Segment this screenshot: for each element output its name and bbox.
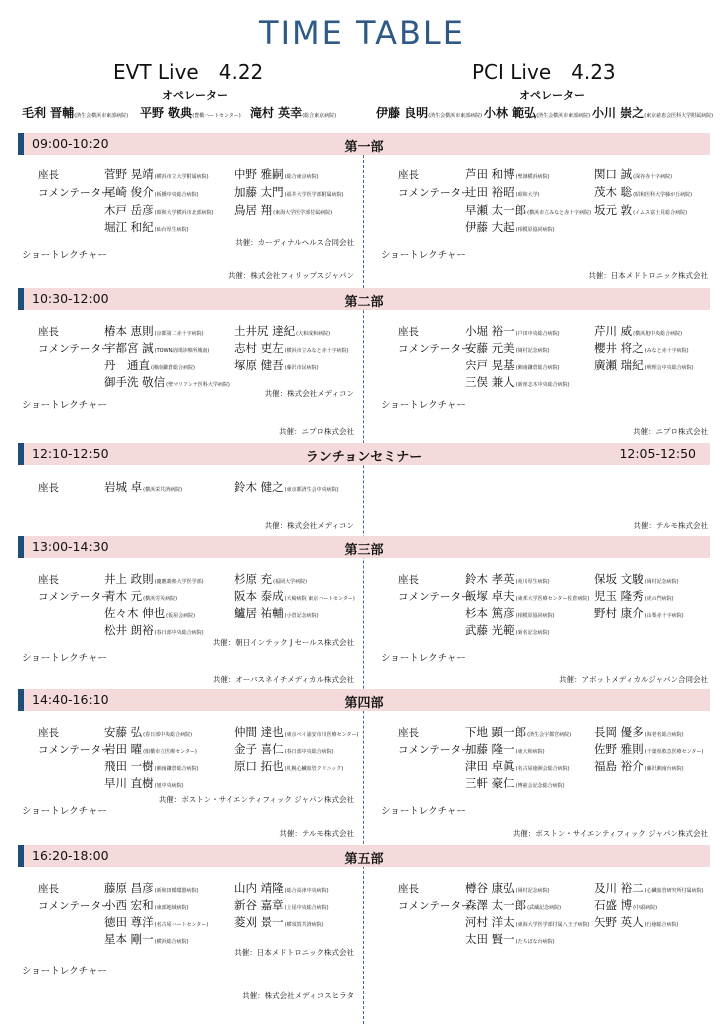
person: 新谷 嘉章(上尾中央総合病院) [234, 898, 329, 912]
person: 下地 顕一郎(済生会宇都宮病院) [465, 725, 572, 739]
sponsor: 共催：ニプロ株式会社 [633, 427, 708, 436]
person: 堀江 和紀(仙台厚生病院) [104, 220, 189, 234]
person: 廣瀬 瑞紀(明理会中央総合病院) [594, 358, 694, 372]
person: 飛田 一樹(湘南鎌倉総合病院) [104, 759, 199, 773]
person: 石盛 博(中頭病院) [594, 898, 658, 912]
evt-operator-3: 滝村 英幸(総合東京病院) [250, 106, 337, 120]
person: 井上 政則(慶應義塾大学医学部) [104, 572, 204, 586]
chair-label: 座長 [38, 169, 59, 181]
person: 野村 康介(山梨赤十字病院) [594, 606, 684, 620]
person: 櫻井 将之(みなと赤十字病院) [594, 341, 689, 355]
person: 長岡 優多(海老名総合病院) [594, 725, 684, 739]
short-lecture-label: ショートレクチャー [381, 806, 466, 817]
commentator-label: コメンテーター [398, 900, 472, 912]
session-time: 13:00-14:30 [32, 539, 109, 554]
person: 藤原 昌彦(新和田循環器病院) [104, 881, 199, 895]
person: 鈴木 孝英(苑川厚生病院) [465, 572, 550, 586]
person: 小堀 裕一(戸田中央総合病院) [465, 324, 560, 338]
session-time: 14:40-16:10 [32, 692, 109, 707]
evt-operator-2: 平野 敬典(豊橋ハートセンター) [140, 106, 241, 120]
person: 志村 吏左(横浜市立みなと赤十字病院) [234, 341, 349, 355]
sponsor: 共催：アボットメディカルジャパン合同会社 [559, 675, 708, 684]
luncheon-header [18, 443, 710, 465]
person: 早瀬 太一郎(横浜市立みなと赤十字病院) [465, 203, 592, 217]
sponsor: 共催：オーバスネイチメディカル株式会社 [212, 675, 354, 684]
chair-label: 座長 [398, 169, 419, 181]
session-name: 第三部 [344, 543, 384, 558]
session-3-header [18, 536, 710, 558]
person: 安藤 元美(岡村記念病院) [465, 341, 550, 355]
person: 森澤 太一郎(武蔵記念病院) [465, 898, 562, 912]
person: 中野 雅嗣(総合東京病院) [234, 167, 319, 181]
session-name: 第五部 [344, 852, 384, 867]
person: 鳥居 翔(東海大学医学部付属病院) [234, 203, 333, 217]
person: 辻田 裕昭(昭和大学) [465, 185, 540, 199]
sponsor: 共催：ニプロ株式会社 [279, 427, 354, 436]
commentator-label: コメンテーター [38, 343, 112, 355]
cosponsor: 共催：カーディナルヘルス合同会社 [235, 238, 354, 247]
person: 山内 靖隆(総合高津中央病院) [234, 881, 329, 895]
sponsor: 共催：株式会社フィリップスジャパン [227, 271, 354, 280]
chair-label: 座長 [38, 482, 59, 494]
person: 加藤 隆一(東大和病院) [465, 742, 545, 756]
person: 木戸 岳彦(昭和大学横浜市北部病院) [104, 203, 214, 217]
commentator-label: コメンテーター [398, 744, 472, 756]
pci-operator-1: 伊藤 良明(済生会横浜市東部病院) [376, 106, 483, 120]
person: 太田 賢一(たちばな台病院) [465, 932, 555, 946]
person: 星本 剛一(横浜総合病院) [104, 932, 189, 946]
person: 佐野 雅則(千葉県救急医療センター) [594, 742, 704, 756]
person: 土井尻 達紀(大和成和病院) [234, 324, 331, 338]
person: 樽谷 康弘(岡村記念病院) [465, 881, 550, 895]
person: 福島 裕介(藤沢湘南台病院) [594, 759, 684, 773]
pci-operator-label: オペレーター [519, 89, 585, 102]
chair-label: 座長 [38, 326, 59, 338]
person: 椿本 恵則(京都第二赤十字病院) [104, 324, 204, 338]
person: 鱸居 祐輔(小倉記念病院) [234, 606, 319, 620]
cosponsor: 共催：ボストン・サイエンティフィック ジャパン株式会社 [158, 795, 354, 804]
person: 岩田 曜(船橋市立医療センター) [104, 742, 197, 756]
person: 尾崎 俊介(板橋中央総合病院) [104, 185, 199, 199]
person: 保坂 文駿(岡村記念病院) [594, 572, 679, 586]
session-time: 16:20-18:00 [32, 848, 109, 863]
chair-label: 座長 [398, 574, 419, 586]
short-lecture-label: ショートレクチャー [22, 806, 107, 817]
commentator-label: コメンテーター [38, 744, 112, 756]
chair-label: 座長 [38, 883, 59, 895]
person: 矢野 英人(行徳総合病院) [594, 915, 679, 929]
person: 武藤 光範(菊名記念病院) [465, 623, 550, 637]
chair-label: 座長 [38, 727, 59, 739]
pci-live-heading: PCI Live 4.23 [472, 60, 616, 84]
person: 加藤 太門(福井大学医学部附属病院) [234, 185, 344, 199]
sponsor: 共催：テルモ株式会社 [279, 829, 354, 838]
person: 及川 裕二(心臓血管研究所付属病院) [594, 881, 704, 895]
commentator-label: コメンテーター [398, 591, 472, 603]
short-lecture-label: ショートレクチャー [22, 400, 107, 411]
person: 阪本 泰成(大崎病院 東京ハートセンター) [234, 589, 355, 603]
person: 菅野 晃靖(横浜市立大学附属病院) [104, 167, 209, 181]
session-name: 第一部 [344, 140, 384, 155]
sponsor: 共催：テルモ株式会社 [633, 521, 708, 530]
commentator-label: コメンテーター [38, 900, 112, 912]
person: 児玉 隆秀(虎の門病院) [594, 589, 674, 603]
person: 芹川 威(横浜旭中央総合病院) [594, 324, 683, 338]
person: 杉原 充(福岡大学病院) [234, 572, 308, 586]
evt-operator-1: 毛利 晋輔(済生会横浜市東部病院) [22, 106, 129, 120]
sponsor: 共催：ボストン・サイエンティフィック ジャパン株式会社 [512, 829, 708, 838]
cosponsor: 共催：株式会社メディコン [264, 389, 354, 398]
short-lecture-label: ショートレクチャー [22, 653, 107, 664]
evt-operator-label: オペレーター [162, 89, 228, 102]
commentator-label: コメンテーター [38, 591, 112, 603]
commentator-label: コメンテーター [398, 187, 472, 199]
session-time: 09:00-10:20 [32, 136, 109, 151]
person: 鈴木 健之(東京都済生会中央病院) [234, 480, 339, 494]
chair-label: 座長 [398, 727, 419, 739]
person: 関口 誠(深谷赤十字病院) [594, 167, 673, 181]
session-time: 10:30-12:00 [32, 291, 109, 306]
session-1-header [18, 133, 710, 155]
person: 津田 卓眞(名古屋徳洲会総合病院) [465, 759, 570, 773]
person: 伊藤 大起(相模原協同病院) [465, 220, 555, 234]
person: 小西 宏和(東部地域病院) [104, 898, 189, 912]
person: 安藤 弘(春日部中央総合病院) [104, 725, 193, 739]
session-name: ランチョンセミナー [305, 450, 423, 465]
person: 杉本 篤彦(相模原協同病院) [465, 606, 555, 620]
pci-operator-2: 小林 範弘(済生会横浜市東部病院) [484, 106, 591, 120]
person: 三軒 豪仁(博慈会記念総合病院) [465, 776, 565, 790]
person: 芦田 和博(聖隷横浜病院) [465, 167, 550, 181]
short-lecture-label: ショートレクチャー [22, 966, 107, 977]
person: 仲間 達也(東京ベイ浦安市川医療センター) [234, 725, 359, 739]
person: 岩城 卓(横浜栄共済病院) [104, 480, 183, 494]
person: 青木 元(横浜労災病院) [104, 589, 178, 603]
person: 飯塚 卓夫(東邦大学医療センター佐倉病院) [465, 589, 590, 603]
cosponsor: 共催：朝日インテック J セールス株式会社 [212, 638, 354, 647]
session-time-right: 12:05-12:50 [619, 446, 696, 461]
column-divider [363, 140, 364, 1024]
person: 宇都宮 誠(TOWN訪問診療所城南) [104, 341, 210, 355]
person: 原口 拓也(札幌心臓血管クリニック) [234, 759, 344, 773]
chair-label: 座長 [398, 883, 419, 895]
short-lecture-label: ショートレクチャー [381, 250, 466, 261]
session-5-header [18, 845, 710, 867]
person: 三俣 兼人(新座志木中央総合病院) [465, 375, 570, 389]
session-name: 第四部 [344, 696, 384, 711]
commentator-label: コメンテーター [398, 343, 472, 355]
person: 坂元 敦(イムス富士見総合病院) [594, 203, 688, 217]
short-lecture-label: ショートレクチャー [381, 653, 466, 664]
person: 菱刈 景一(横須賀共済病院) [234, 915, 324, 929]
person: 茂木 聡(昭和医科大学藤が丘病院) [594, 185, 693, 199]
commentator-label: コメンテーター [38, 187, 112, 199]
sponsor: 共催：日本メドトロニック株式会社 [588, 271, 708, 280]
evt-live-heading: EVT Live 4.22 [113, 60, 264, 84]
session-name: 第二部 [344, 295, 384, 310]
person: 宍戸 晃基(湘南鎌倉総合病院) [465, 358, 560, 372]
session-4-header [18, 689, 710, 711]
person: 佐々木 伸也(仮屋会病院) [104, 606, 196, 620]
chair-label: 座長 [38, 574, 59, 586]
session-2-header [18, 288, 710, 310]
chair-label: 座長 [398, 326, 419, 338]
person: 御手洗 敬信(聖マリアンナ医科大学病院) [104, 375, 230, 389]
cosponsor: 共催：日本メドトロニック株式会社 [234, 948, 354, 957]
person: 徳田 尊洋(名古屋ハートセンター) [104, 915, 209, 929]
person: 松井 朗裕(春日部中央総合病院) [104, 623, 204, 637]
person: 塚原 健吾(藤沢市民病院) [234, 358, 319, 372]
short-lecture-label: ショートレクチャー [381, 400, 466, 411]
person: 丹 通直(湘南鎌倉総合病院) [104, 358, 195, 372]
person: 早川 直樹(旭中央病院) [104, 776, 184, 790]
session-time: 12:10-12:50 [32, 446, 109, 461]
sponsor: 共催：株式会社メディコスヒラタ [242, 991, 354, 1000]
sponsor: 共催：株式会社メディコン [264, 521, 354, 530]
page-title: TIME TABLE [259, 14, 465, 52]
short-lecture-label: ショートレクチャー [22, 250, 107, 261]
person: 金子 喜仁(春日部中央総合病院) [234, 742, 334, 756]
pci-operator-3: 小川 崇之(東京慈恵会医科大学附属病院) [592, 106, 714, 120]
person: 河村 洋太(東海大学医学部付属八王子病院) [465, 915, 590, 929]
